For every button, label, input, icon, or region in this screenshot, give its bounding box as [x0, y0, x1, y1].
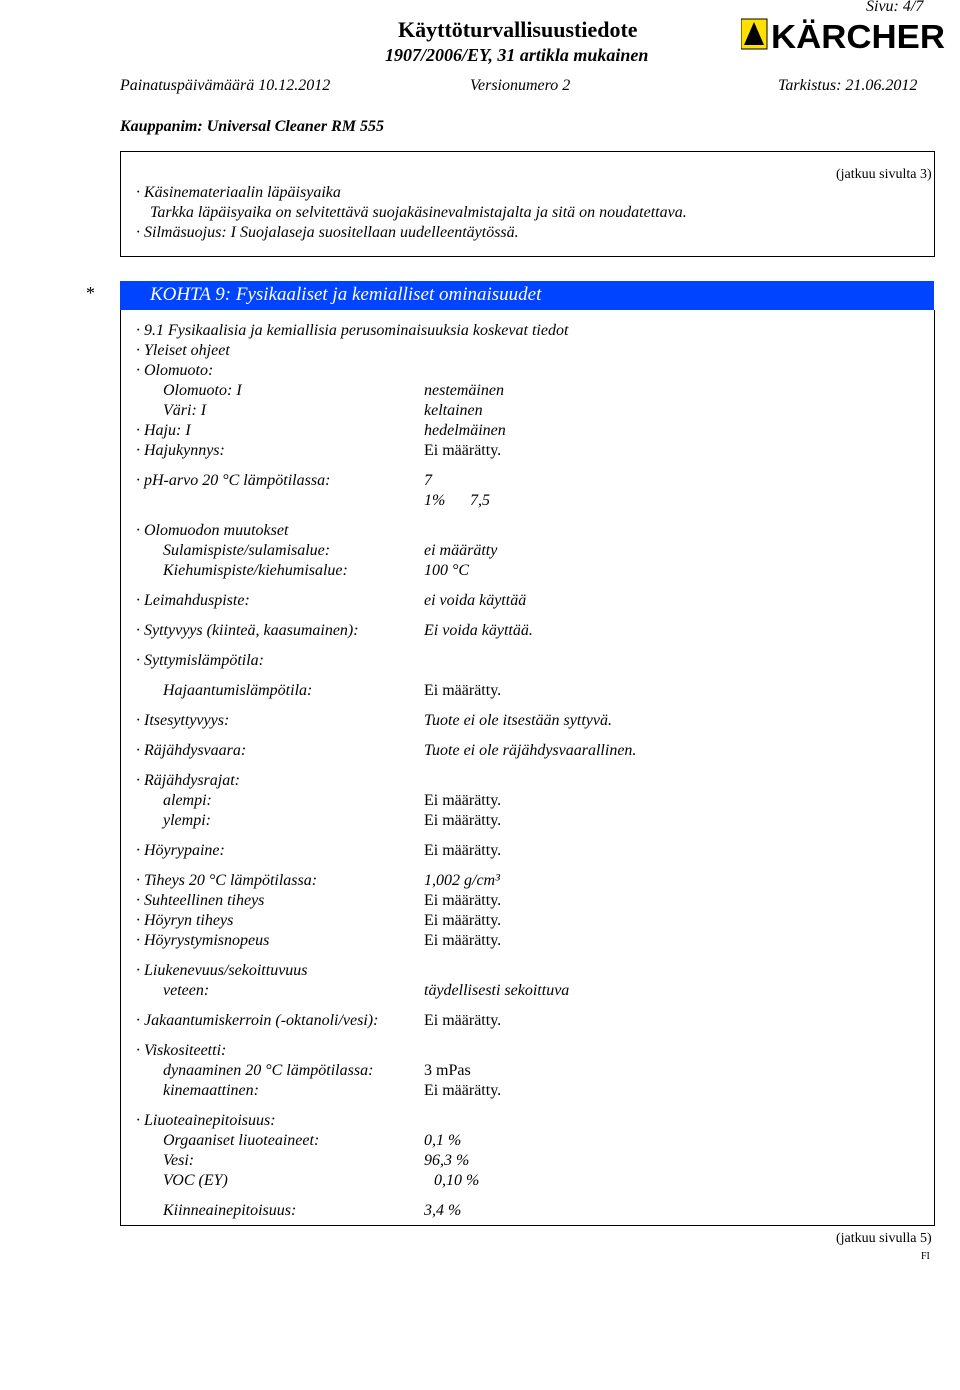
lower-limit-label: alempi:: [163, 792, 212, 809]
eye-text: I Suojalaseja suositellaan uudelleentäytössä.: [230, 224, 519, 241]
upper-limit-label: ylempi:: [163, 812, 211, 829]
product-name: Kauppanim: Universal Cleaner RM 555: [120, 118, 385, 135]
svg-text:KÄRCHER: KÄRCHER: [771, 18, 946, 55]
boiling-point-value: 100 °C: [424, 562, 470, 579]
language-code: FI: [921, 1251, 930, 1262]
vapour-density-label: · Höyryn tiheys: [136, 912, 234, 929]
decomposition-temp-value: Ei määrätty.: [424, 682, 502, 699]
subsection-9-1: · 9.1 Fysikaalisia ja kemiallisia perusominaisuuksia koskevat tiedot: [136, 322, 569, 339]
document-title: Käyttöturvallisuustiedote: [398, 17, 638, 42]
water-content-value: 96,3 %: [424, 1152, 470, 1169]
odour-label: · Haju: I: [136, 422, 191, 439]
eye-protection: [136, 224, 519, 242]
form-value: nestemäinen: [424, 382, 504, 399]
relative-density-value: Ei määrätty.: [424, 892, 502, 909]
lower-limit-value: Ei määrätty.: [424, 792, 502, 809]
density-label: · Tiheys 20 °C lämpötilassa:: [136, 872, 318, 889]
odour-threshold-value: Ei määrätty.: [424, 442, 502, 459]
dynamic-viscosity-label: dynaaminen 20 °C lämpötilassa:: [163, 1062, 374, 1079]
ignition-temp-heading: · Syttymislämpötila:: [136, 652, 264, 669]
glove-heading: · Käsinemateriaalin läpäisyaika: [136, 184, 341, 201]
vapour-pressure-value: Ei määrätty.: [424, 842, 502, 859]
relative-density-label: · Suhteellinen tiheys: [136, 892, 265, 909]
ph-value: 7: [424, 472, 432, 489]
water-solubility-label: veteen:: [163, 982, 210, 999]
viscosity-heading: · Viskositeetti:: [136, 1042, 227, 1059]
ph-label: · pH-arvo 20 °C lämpötilassa:: [136, 472, 331, 489]
ph-1pct-concentration: 1%: [424, 492, 446, 509]
flash-point-label: · Leimahduspiste:: [136, 592, 250, 609]
organic-solvents-label: Orgaaniset liuoteaineet:: [163, 1132, 320, 1149]
general-info: · Yleiset ohjeet: [136, 342, 230, 359]
section-9-title: KOHTA 9: Fysikaaliset ja kemialliset ominaisuudet: [150, 284, 542, 305]
self-ignition-value: Tuote ei ole itsestään syttyvä.: [424, 712, 612, 729]
frame-left: [120, 310, 121, 1225]
vapour-density-value: Ei määrätty.: [424, 912, 502, 929]
changed-marker: *: [86, 283, 95, 303]
glove-text: Tarkka läpäisyaika on selvitettävä suojakäsinevalmistajalta ja sitä on noudatettava.: [150, 204, 687, 221]
appearance-heading: · Olomuoto:: [136, 362, 214, 379]
flammability-label: · Syttyvyys (kiinteä, kaasumainen):: [136, 622, 359, 639]
dynamic-viscosity-value: 3 mPas: [424, 1062, 471, 1079]
frame-left-top: [120, 151, 121, 256]
solubility-heading: · Liukenevuus/sekoittuvuus: [136, 962, 308, 979]
self-ignition-label: · Itsesyttyvyys:: [136, 712, 230, 729]
water-solubility-value: täydellisesti sekoittuva: [424, 982, 570, 999]
kinematic-viscosity-value: Ei määrätty.: [424, 1082, 502, 1099]
odour-value: hedelmäinen: [424, 422, 506, 439]
print-date: Painatuspäivämäärä 10.12.2012: [120, 77, 331, 94]
melting-point-label: Sulamispiste/sulamisalue:: [163, 542, 331, 559]
solids-content-label: Kiinneainepitoisuus:: [163, 1202, 297, 1219]
section-9-header: [120, 281, 934, 310]
version-number: Versionumero 2: [470, 77, 571, 94]
partition-coefficient-value: Ei määrätty.: [424, 1012, 502, 1029]
frame-right-top: [934, 151, 935, 256]
frame-bottom-top: [120, 256, 935, 257]
frame-right: [934, 310, 935, 1225]
kinematic-viscosity-label: kinemaattinen:: [163, 1082, 259, 1099]
partition-coefficient-label: · Jakaantumiskerroin (-oktanoli/vesi):: [136, 1012, 379, 1029]
water-content-label: Vesi:: [163, 1152, 195, 1169]
boiling-point-label: Kiehumispiste/kiehumisalue:: [163, 562, 348, 579]
melting-point-value: ei määrätty: [424, 542, 498, 559]
upper-limit-value: Ei määrätty.: [424, 812, 502, 829]
decomposition-temp-label: Hajaantumislämpötila:: [163, 682, 313, 699]
header-divider: [120, 151, 935, 152]
frame-bottom: [120, 1225, 935, 1226]
flammability-value: Ei voida käyttää.: [424, 622, 533, 639]
density-value: 1,002 g/cm³: [424, 872, 500, 889]
form-label: Olomuoto: I: [163, 382, 242, 399]
explosion-hazard-label: · Räjähdysvaara:: [136, 742, 247, 759]
vapour-pressure-label: · Höyrypaine:: [136, 842, 225, 859]
evaporation-rate-label: · Höyrystymisnopeus: [136, 932, 270, 949]
continues-on: (jatkuu sivulla 5): [836, 1231, 932, 1246]
karcher-logo: [741, 15, 947, 55]
ph-1pct-value: 7,5: [470, 492, 490, 509]
evaporation-rate-value: Ei määrätty.: [424, 932, 502, 949]
flash-point-value: ei voida käyttää: [424, 592, 527, 609]
continued-from: (jatkuu sivulta 3): [836, 167, 932, 182]
phase-change-heading: · Olomuodon muutokset: [136, 522, 289, 539]
revision-date: Tarkistus: 21.06.2012: [778, 77, 918, 94]
colour-label: Väri: I: [163, 402, 207, 419]
eye-label: · Silmäsuojus:: [136, 224, 227, 241]
document-subtitle: 1907/2006/EY, 31 artikla mukainen: [385, 45, 649, 65]
solvent-content-heading: · Liuoteainepitoisuus:: [136, 1112, 276, 1129]
odour-threshold-label: · Hajukynnys:: [136, 442, 225, 459]
explosion-limits-heading: · Räjähdysrajat:: [136, 772, 240, 789]
colour-value: keltainen: [424, 402, 483, 419]
page-number: Sivu: 4/7: [866, 0, 924, 15]
voc-label: VOC (EY): [163, 1172, 228, 1189]
voc-value: 0,10 %: [434, 1172, 480, 1189]
organic-solvents-value: 0,1 %: [424, 1132, 462, 1149]
solids-content-value: 3,4 %: [424, 1202, 462, 1219]
explosion-hazard-value: Tuote ei ole räjähdysvaarallinen.: [424, 742, 637, 759]
